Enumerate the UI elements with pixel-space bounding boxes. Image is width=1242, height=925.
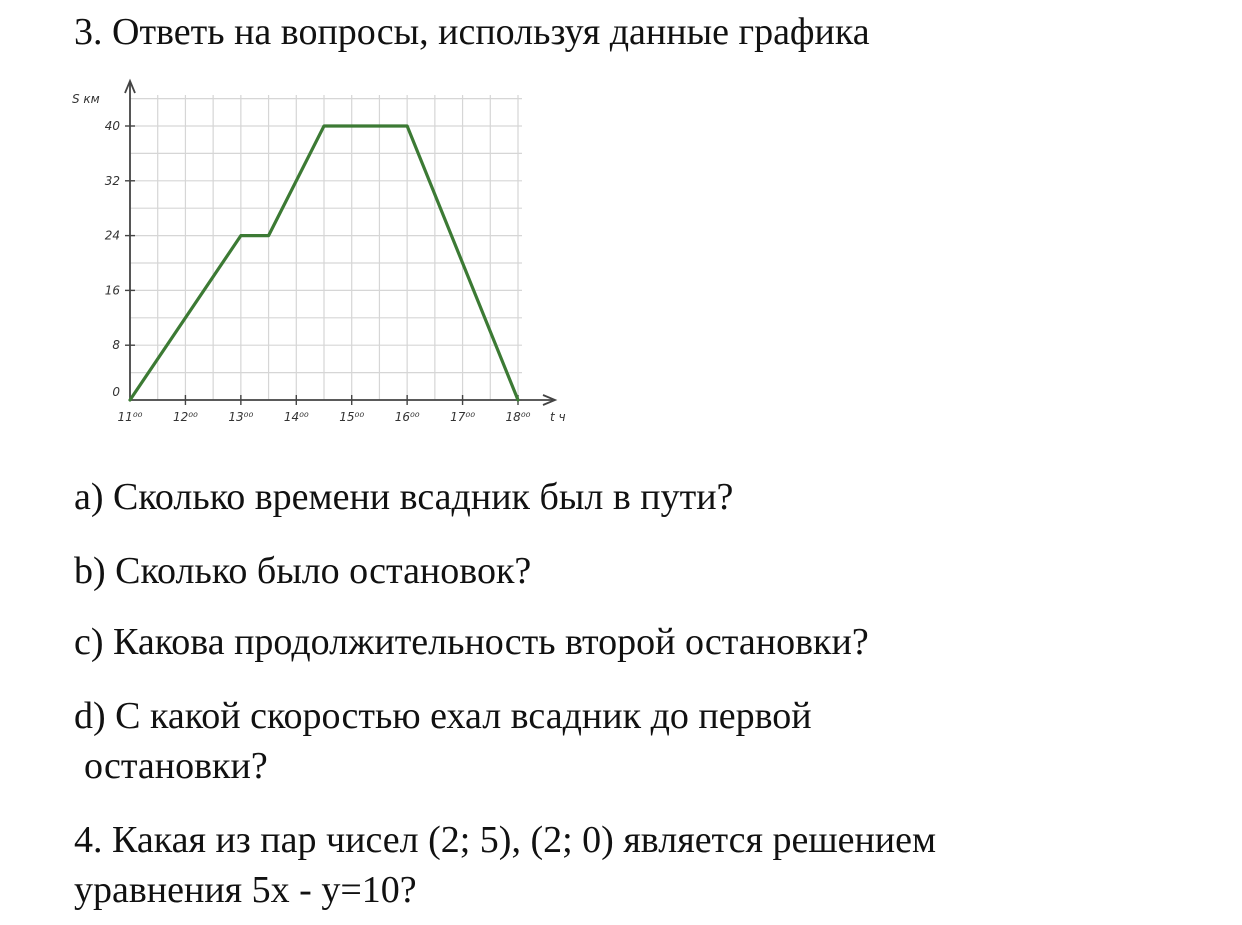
question-a: a) Сколько времени всадник был в пути? bbox=[74, 476, 734, 518]
question-d-line1: d) С какой скоростью ехал всадник до первой bbox=[74, 695, 812, 737]
x-tick-label: 12⁰⁰ bbox=[172, 410, 198, 424]
task-3-title: 3. Ответь на вопросы, используя данные графика bbox=[74, 11, 870, 53]
y-tick-label: 0 bbox=[112, 385, 120, 399]
x-axis-label: t ч bbox=[550, 410, 566, 424]
y-tick-label: 32 bbox=[104, 173, 120, 188]
x-tick-label: 18⁰⁰ bbox=[505, 410, 531, 424]
x-tick-label: 16⁰⁰ bbox=[394, 410, 420, 424]
y-tick-label: 8 bbox=[112, 338, 120, 353]
question-c: c) Какова продолжительность второй остановки? bbox=[74, 621, 869, 663]
x-tick-label: 17⁰⁰ bbox=[450, 410, 476, 424]
question-b: b) Сколько было остановок? bbox=[74, 550, 532, 592]
y-axis-label: S км bbox=[72, 92, 100, 106]
task-4-line2: уравнения 5х - у=10? bbox=[74, 869, 417, 911]
y-tick-label: 24 bbox=[104, 228, 120, 243]
x-tick-label: 15⁰⁰ bbox=[339, 410, 365, 424]
x-tick-label: 14⁰⁰ bbox=[283, 410, 309, 424]
chart-grid bbox=[130, 95, 522, 400]
x-tick-label: 11⁰⁰ bbox=[117, 410, 143, 424]
distance-time-chart bbox=[60, 75, 600, 435]
y-tick-label: 16 bbox=[104, 283, 120, 298]
question-d-line2: остановки? bbox=[84, 745, 268, 787]
x-tick-label: 13⁰⁰ bbox=[228, 410, 254, 424]
y-tick-label: 40 bbox=[104, 119, 120, 133]
task-4-line1: 4. Какая из пар чисел (2; 5), (2; 0) является решением bbox=[74, 819, 937, 861]
